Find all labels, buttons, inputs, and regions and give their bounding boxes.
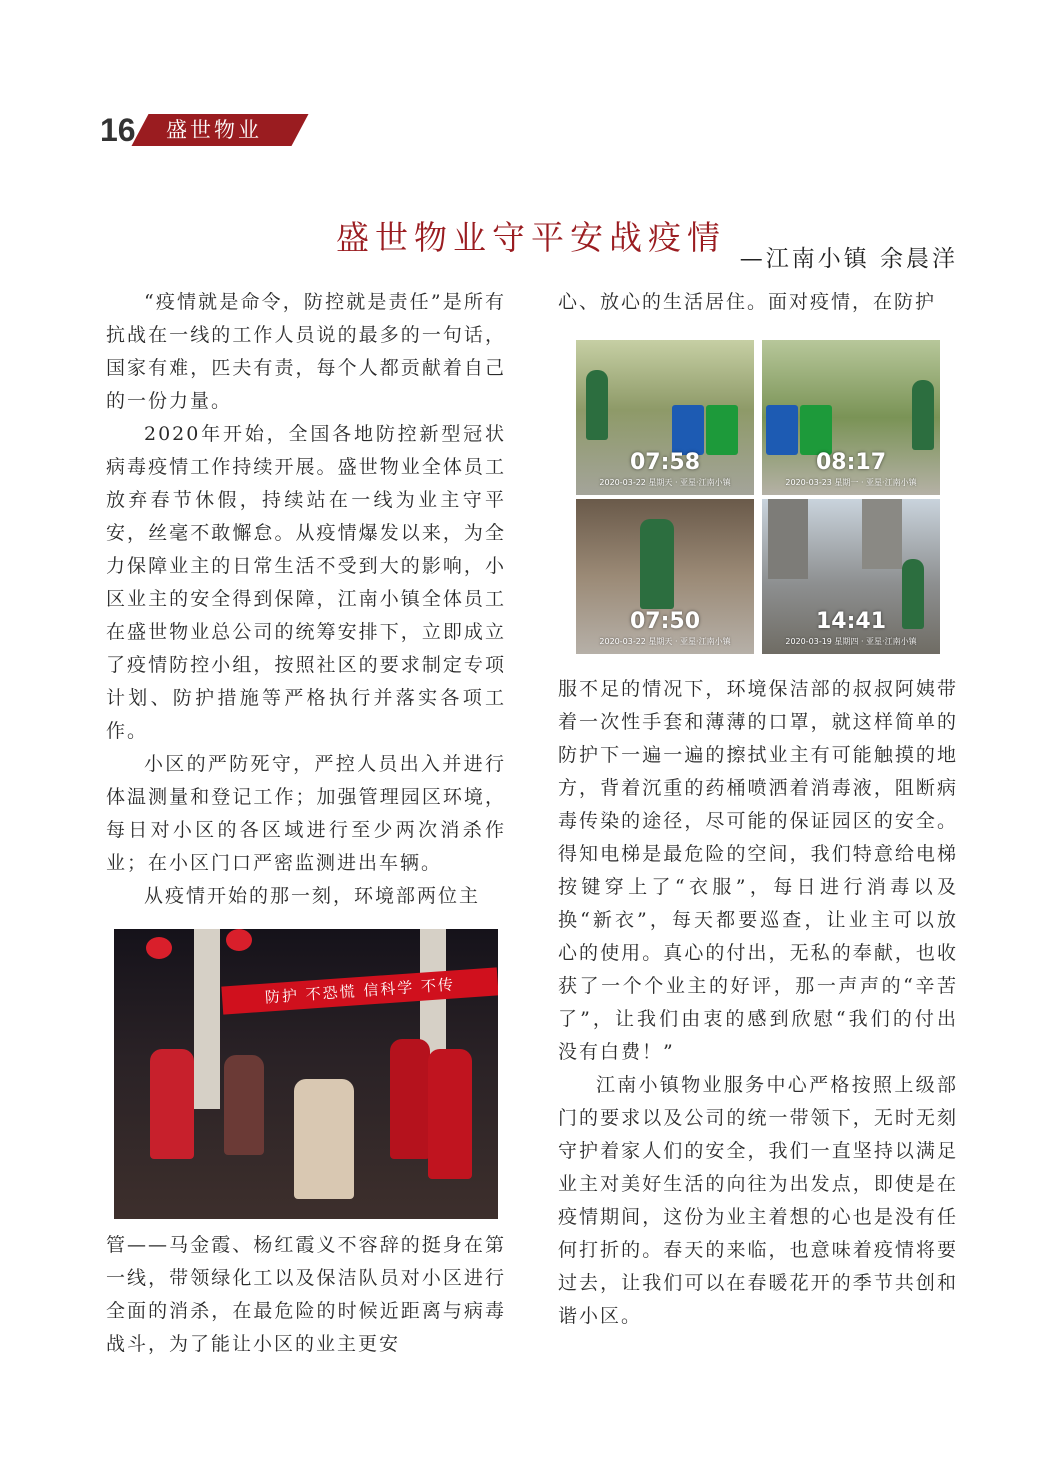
photo-date: 2020-03-22 星期天 · 亚星·江南小镇: [599, 478, 731, 487]
photo-date: 2020-03-22 星期天 · 亚星·江南小镇: [599, 637, 731, 646]
worker: [586, 370, 608, 440]
left-column-top: [106, 286, 506, 913]
paragraph: 服不足的情况下，环境保洁部的叔叔阿姨带着一次性手套和薄薄的口罩，就这样简单的防护下一遍一遍的擦拭业主有可能触摸的地方，背着沉重的药桶喷洒着消毒液，阻断病毒传染的途径，尽可能的保证园区的安全。得知电梯是最危险的空间，我们特意给电梯按键穿上了“衣服”，每日进行消毒以及换“新衣”，每天都要巡查，让业主可以放心的使用。真心的付出，无私的奉献，也收获了一个个业主的好评，那一声声的“辛苦了”，让我们由衷的感到欣慰“我们的付出没有白费！”: [558, 678, 958, 1063]
photo-time: 08:17: [815, 450, 887, 475]
person: [150, 1049, 194, 1159]
photo-time: 14:41: [815, 609, 887, 634]
spraying-photo: [762, 499, 940, 654]
lantern-icon: [146, 937, 172, 959]
disinfection-photo-1: [576, 340, 754, 495]
pillar: [194, 929, 220, 1109]
worker: [640, 519, 674, 609]
left-column-bottom: [106, 1229, 506, 1361]
section-label: 盛世物业: [166, 118, 262, 142]
worker: [912, 380, 934, 450]
paragraph: 2020年开始，全国各地防控新型冠状病毒疫情工作持续开展。盛世物业全体员工放弃春节休假，持续站在一线为业主守平安，丝毫不敢懈怠。从疫情爆发以来，为全力保障业主的日常生活不受到大的影响，小区业主的安全得到保障，江南小镇全体员工在盛世物业总公司的统筹安排下，立即成立了疫情防控小组，按照社区的要求制定专项计划、防护措施等严格执行并落实各项工作。: [106, 423, 506, 742]
bin: [800, 405, 832, 455]
right-column-bottom: [558, 673, 958, 1333]
paragraph: 小区的严防死守，严控人员出入并进行体温测量和登记工作；加强管理园区环境，每日对小区的各区域进行至少两次消杀作业；在小区门口严密监测进出车辆。: [106, 753, 506, 874]
elevator-cleaning-photo: [576, 499, 754, 654]
paragraph: “疫情就是命令，防控就是责任”是所有抗战在一线的工作人员说的最多的一句话，国家有难，匹夫有责，每个人都贡献着自己的一份力量。: [106, 291, 506, 412]
bin: [766, 405, 798, 455]
photo-date: 2020-03-23 星期一 · 亚星·江南小镇: [785, 478, 917, 487]
disinfection-photo-2: [762, 340, 940, 495]
photo-time: 07:58: [629, 450, 701, 475]
person: [390, 1039, 430, 1159]
person: [294, 1079, 354, 1199]
paragraph: 从疫情开始的那一刻，环境部两位主: [144, 885, 481, 907]
paragraph: 管——马金霞、杨红霞义不容辞的挺身在第一线，带领绿化工以及保洁队员对小区进行全面的消杀，在最危险的时候近距离与病毒战斗，为了能让小区的业主更安: [106, 1234, 506, 1355]
night-checkpoint-photo: [114, 929, 498, 1219]
building: [768, 499, 808, 579]
slogan-banner: 防护 不恐慌 信科学 不传: [221, 967, 498, 1014]
article-title: 盛世物业守平安战疫情: [336, 218, 726, 258]
building: [862, 499, 902, 569]
photo-date: 2020-03-19 星期四 · 亚星·江南小镇: [785, 637, 917, 646]
person: [224, 1055, 264, 1155]
person: [428, 1049, 472, 1179]
article-byline: —江南小镇 余晨洋: [739, 246, 958, 272]
photo-time: 07:50: [629, 609, 701, 634]
paragraph: 心、放心的生活居住。面对疫情，在防护: [558, 291, 937, 313]
page-number: 16: [100, 112, 136, 148]
page-header: [100, 110, 340, 150]
paragraph: 江南小镇物业服务中心严格按照上级部门的要求以及公司的统一带领下，无时无刻守护着家人们的安全，我们一直坚持以满足业主对美好生活的向往为出发点，即使是在疫情期间，这份为业主着想的心也是没有任何打折的。春天的来临，也意味着疫情将要过去，让我们可以在春暖花开的季节共创和谐小区。: [558, 1074, 958, 1327]
right-column-top: [558, 286, 958, 319]
bin: [706, 405, 738, 455]
bin: [672, 405, 704, 455]
lantern-icon: [226, 929, 252, 951]
